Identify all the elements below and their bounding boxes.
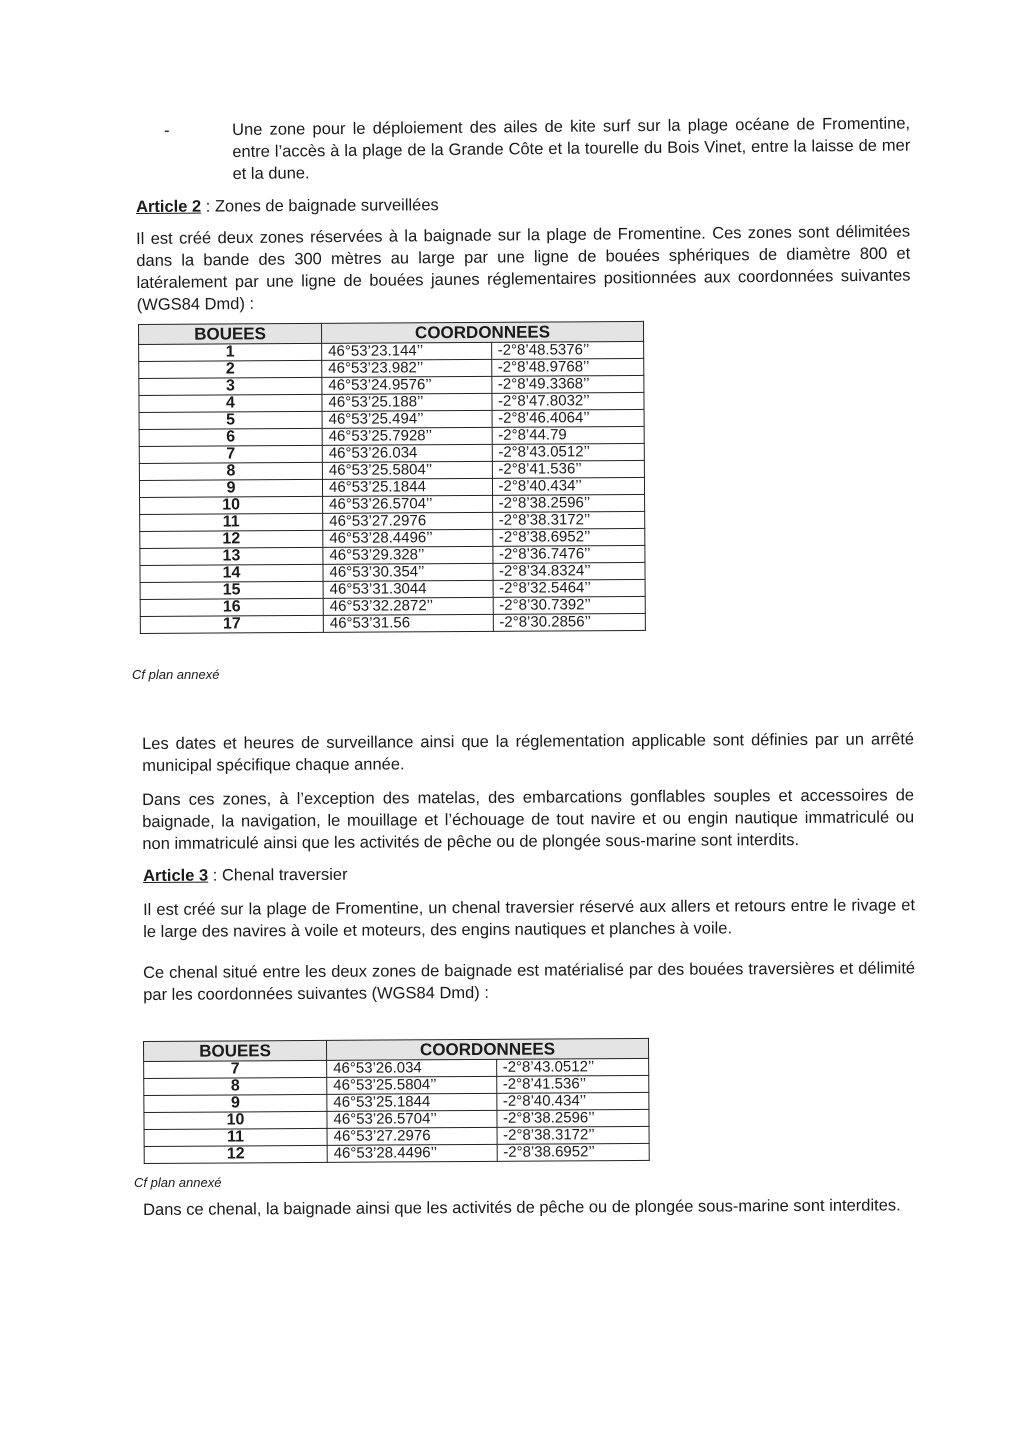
article-3-heading [143,866,348,886]
longitude-cell: -2°8’30.7392’’ [493,596,646,614]
table-2-caption: Cf plan annexé [134,1175,222,1190]
longitude-cell: -2°8’46.4064’’ [492,409,645,427]
buoys-coordinates-table [138,321,646,634]
latitude-cell: 46°53’26.5704’’ [323,495,493,513]
buoy-number: 5 [139,411,322,429]
longitude-cell: -2°8’48.9768’’ [491,358,644,376]
longitude-cell: -2°8’38.6952’’ [497,1143,650,1161]
longitude-cell: -2°8’44.79 [492,426,645,444]
longitude-cell: -2°8’43.0512’’ [496,1058,649,1076]
buoy-number: 11 [140,513,323,531]
latitude-cell: 46°53’28.4496’’ [323,529,493,547]
header-bouees: BOUEES [139,323,322,344]
longitude-cell: -2°8’41.536’’ [496,1075,649,1093]
buoy-number: 17 [140,615,323,633]
latitude-cell: 46°53’25.188’’ [322,393,492,411]
longitude-cell: -2°8’48.5376’’ [491,341,644,359]
buoy-number: 7 [139,445,322,463]
latitude-cell: 46°53’31.56 [323,614,493,632]
latitude-cell: 46°53’25.494’’ [322,410,492,428]
article-2-intro: Il est créé deux zones réservées à la baignade sur la plage de Fromentine. Ces zones sont délimitées dans la bande des 300 mètres au large par une ligne de bouées sphériques de diamètre 800 et latéralement par une ligne de bouées jaunes réglementaires positionnées aux coordonnées suivantes (WGS84 Dmd) : [136,222,911,314]
article-3-para-2: Ce chenal situé entre les deux zones de baignade est matérialisé par des bouées traversières et délimité par les coordonnées suivantes (WGS84 Dmd) : [143,959,916,1004]
latitude-cell: 46°53’31.3044 [323,580,493,598]
latitude-cell: 46°53’25.1844 [322,478,492,496]
article-3-title: : Chenal traversier [208,865,348,885]
latitude-cell: 46°53’29.328’’ [323,546,493,564]
longitude-cell: -2°8’38.6952’’ [492,528,645,546]
table-row [140,613,645,633]
latitude-cell: 46°53’25.5804’’ [327,1076,497,1094]
article-3-para-1: Il est créé sur la plage de Fromentine, un chenal traversier réservé aux allers et retours entre le rivage et le large des navires à voile et moteurs, des engins nautiques et planches à voile. [143,896,916,941]
latitude-cell: 46°53’25.7928’’ [322,427,492,445]
buoy-number: 2 [139,360,322,378]
bullet-text: Une zone pour le déploiement des ailes de kite surf sur la plage océane de Fromentine, entre l’accès à la plage de la Grande Côte et la tourelle du Bois Vinet, entre la laisse de mer et la dune. [232,114,911,184]
longitude-cell: -2°8’40.434’’ [492,477,645,495]
article-2-heading [136,196,439,217]
latitude-cell: 46°53’26.034 [327,1059,497,1077]
longitude-cell: -2°8’49.3368’’ [491,375,644,393]
buoy-number: 12 [144,1145,327,1163]
buoy-number: 10 [140,496,323,514]
longitude-cell: -2°8’40.434’’ [496,1092,649,1110]
channel-buoys-table [143,1038,650,1164]
buoy-number: 11 [144,1128,327,1146]
table-1-caption: Cf plan annexé [132,667,220,682]
latitude-cell: 46°53’25.1844 [327,1093,497,1111]
buoy-number: 9 [144,1094,327,1112]
latitude-cell: 46°53’26.5704’’ [327,1110,497,1128]
latitude-cell: 46°53’26.034 [322,444,492,462]
article-2-title: : Zones de baignade surveillées [201,196,439,216]
buoy-number: 13 [140,547,323,565]
buoy-number: 14 [140,564,323,582]
buoy-number: 8 [139,462,322,480]
latitude-cell: 46°53’27.2976 [327,1127,497,1145]
buoy-number: 8 [144,1077,327,1095]
buoy-number: 15 [140,581,323,599]
longitude-cell: -2°8’36.7476’’ [492,545,645,563]
latitude-cell: 46°53’23.144’’ [322,342,492,360]
longitude-cell: -2°8’38.3172’’ [492,511,645,529]
longitude-cell: -2°8’38.2596’’ [492,494,645,512]
latitude-cell: 46°53’24.9576’’ [322,376,492,394]
latitude-cell: 46°53’30.354’’ [323,563,493,581]
latitude-cell: 46°53’28.4496’’ [327,1144,497,1162]
header-bouees: BOUEES [144,1040,327,1061]
longitude-cell: -2°8’38.3172’’ [497,1126,650,1144]
article-3-para-3: Dans ce chenal, la baignade ainsi que les activités de pêche ou de plongée sous-marine sont interdites. [143,1196,901,1219]
buoy-number: 12 [140,530,323,548]
article-2-para-2: Dans ces zones, à l’exception des matelas, des embarcations gonflables souples et accessoires de baignade, la navigation, le mouillage et l’échouage de tout navire et ou engin nautique immatriculé ou non immatriculé ainsi que les activités de pêche ou de plongée sous-marine sont interdits. [142,786,915,853]
buoy-number: 10 [144,1111,327,1129]
buoy-number: 9 [139,479,322,497]
longitude-cell: -2°8’43.0512’’ [492,443,645,461]
buoy-number: 3 [139,377,322,395]
buoy-number: 6 [139,428,322,446]
table-row [144,1143,649,1163]
longitude-cell: -2°8’30.2856’’ [493,613,646,631]
buoy-number: 16 [140,598,323,616]
article-2-label: Article 2 [136,197,202,216]
bullet-dash: - [164,121,170,140]
article-2-para-1: Les dates et heures de surveillance ainsi que la réglementation applicable sont définies par un arrêté municipal spécifique chaque année. [142,730,915,775]
longitude-cell: -2°8’34.8324’’ [492,562,645,580]
latitude-cell: 46°53’32.2872’’ [323,597,493,615]
header-coordonnees: COORDONNEES [321,321,643,343]
longitude-cell: -2°8’38.2596’’ [496,1109,649,1127]
buoy-number: 1 [139,343,322,361]
latitude-cell: 46°53’25.5804’’ [322,461,492,479]
buoy-number: 4 [139,394,322,412]
buoy-number: 7 [144,1060,327,1078]
kite-zone-bullet [130,113,911,186]
latitude-cell: 46°53’27.2976 [323,512,493,530]
latitude-cell: 46°53’23.982’’ [322,359,492,377]
article-3-label: Article 3 [143,866,209,885]
header-coordonnees: COORDONNEES [326,1038,648,1060]
longitude-cell: -2°8’47.8032’’ [491,392,644,410]
longitude-cell: -2°8’41.536’’ [492,460,645,478]
longitude-cell: -2°8’32.5464’’ [493,579,646,597]
